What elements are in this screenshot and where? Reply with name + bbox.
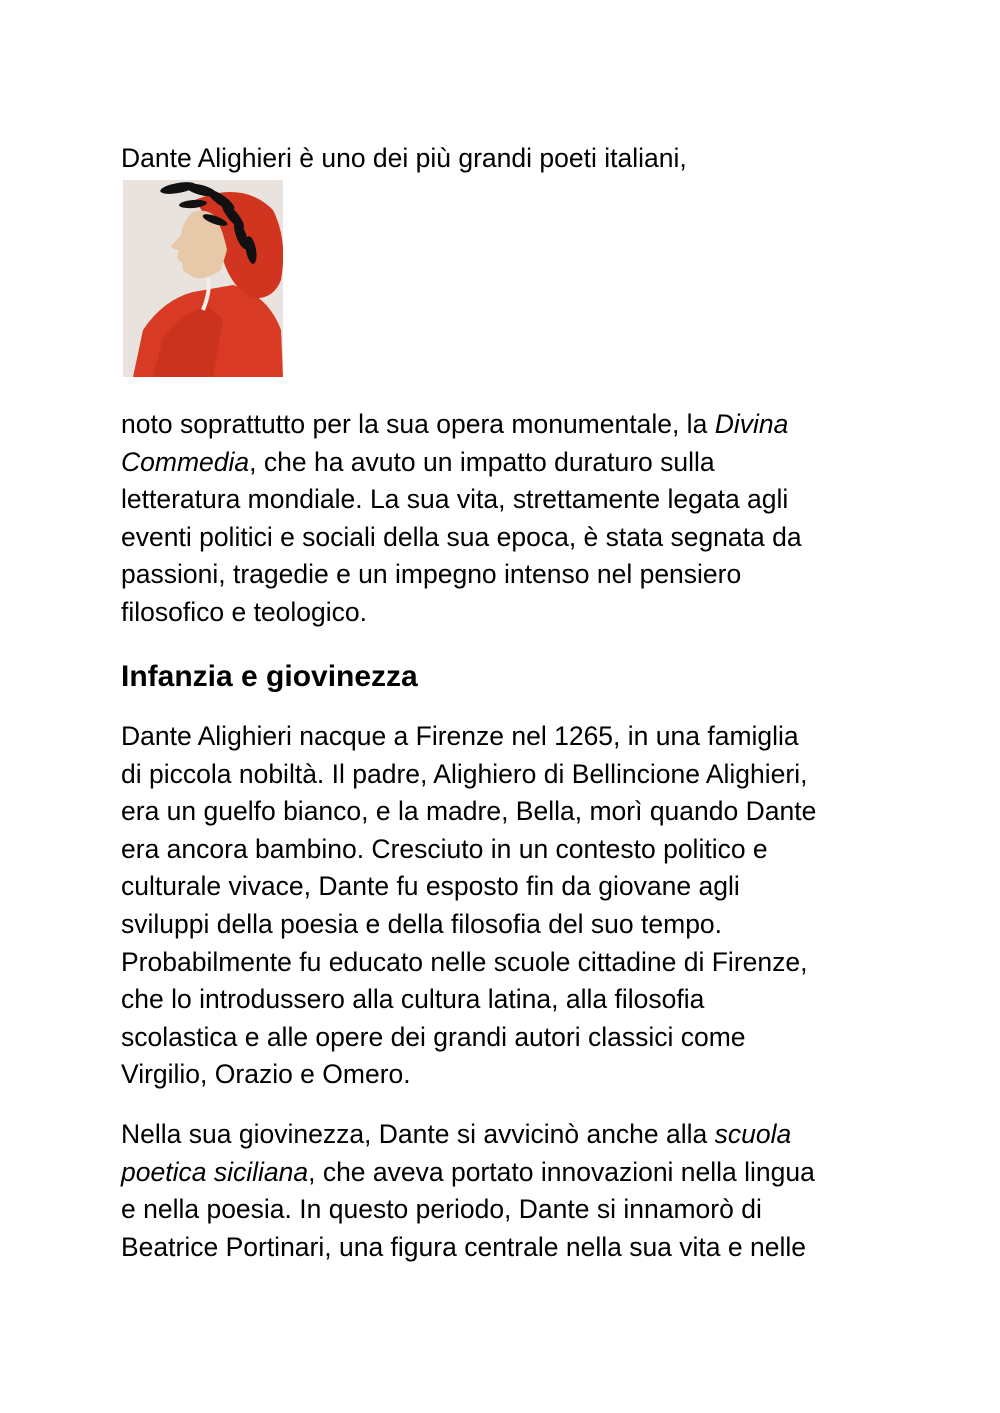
p1-line4: eventi politici e sociali della sua epoca, è stata segnata da xyxy=(121,521,802,552)
p3-line2-text: , che aveva portato innovazioni nella lingua xyxy=(308,1156,815,1187)
p3-italic-poetica: poetica siciliana xyxy=(121,1156,309,1187)
intro-text: Dante Alighieri è uno dei più grandi poeti italiani, xyxy=(121,143,687,173)
p2-line: era un guelfo bianco, e la madre, Bella, morì quando Dante xyxy=(121,796,817,827)
p2-line: scolastica e alle opere dei grandi autori classici come xyxy=(121,1021,746,1052)
p3-line1-text: Nella sua giovinezza, Dante si avvicinò anche alla xyxy=(121,1119,715,1149)
section-heading: Infanzia e giovinezza xyxy=(121,660,418,693)
p1-line6: filosofico e teologico. xyxy=(121,596,368,627)
paragraph-youth xyxy=(121,1116,881,1266)
p1-line1-text: noto soprattutto per la sua opera monumentale, la xyxy=(121,409,715,439)
paragraph-intro-continued xyxy=(121,406,881,632)
p1-italic-commedia: Commedia xyxy=(121,446,250,477)
p3-italic-scuola: scuola xyxy=(714,1119,792,1149)
p3-line3: e nella poesia. In questo periodo, Dante si innamorò di xyxy=(121,1194,762,1225)
p1-line5: passioni, tragedie e un impegno intenso nel pensiero xyxy=(121,559,742,590)
p2-line: che lo introdussero alla cultura latina, alla filosofia xyxy=(121,984,705,1015)
p2-line: Probabilmente fu educato nelle scuole cittadine di Firenze, xyxy=(121,946,808,977)
dante-portrait xyxy=(123,180,283,377)
paragraph-childhood xyxy=(121,718,881,1094)
p3-line4: Beatrice Portinari, una figura centrale nella sua vita e nelle xyxy=(121,1231,806,1262)
p2-line: era ancora bambino. Cresciuto in un contesto politico e xyxy=(121,833,768,864)
p2-line: Virgilio, Orazio e Omero. xyxy=(121,1059,411,1090)
p2-line: Dante Alighieri nacque a Firenze nel 1265, in una famiglia xyxy=(121,721,799,751)
p2-line: di piccola nobiltà. Il padre, Alighiero di Bellincione Alighieri, xyxy=(121,758,808,789)
p1-line3: letteratura mondiale. La sua vita, strettamente legata agli xyxy=(121,484,789,515)
p1-italic-divina: Divina xyxy=(714,409,789,439)
p2-line: culturale vivace, Dante fu esposto fin da giovane agli xyxy=(121,871,740,902)
p2-line: sviluppi della poesia e della filosofia del suo tempo. xyxy=(121,908,723,939)
p1-line2-text: , che ha avuto un impatto duraturo sulla xyxy=(249,446,715,477)
